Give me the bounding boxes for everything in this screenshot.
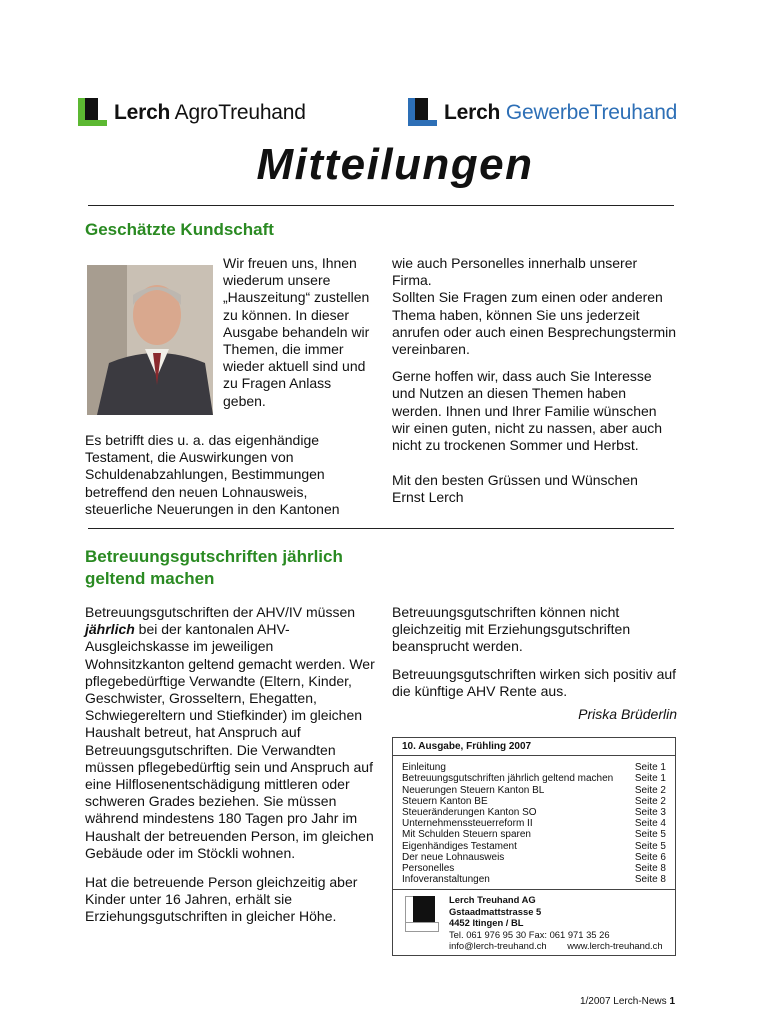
heading-line: geltend machen <box>85 569 215 588</box>
page-footer <box>580 996 675 1007</box>
table-of-contents <box>393 756 675 889</box>
toc-label: Betreuungsgutschriften jährlich geltend machen <box>402 773 614 785</box>
paragraph: Hat die betreuende Person gleichzeitig aber Kinder unter 16 Jahren, erhält sie Erziehungsgutschriften in gleicher Höhe. <box>85 874 358 925</box>
toc-row <box>402 863 666 874</box>
issue-title: 10. Ausgabe, Frühling 2007 <box>393 738 675 756</box>
toc-row <box>402 773 666 784</box>
logo-suffix: GewerbeTreuhand <box>505 101 678 124</box>
toc-page: Seite 5 <box>634 829 666 841</box>
signature: Ernst Lerch <box>392 489 464 506</box>
toc-label: Unternehmenssteuerreform II <box>402 818 533 830</box>
toc-page: Seite 5 <box>634 840 666 852</box>
toc-label: Mit Schulden Steuern sparen <box>402 829 531 841</box>
toc-label: Einleitung <box>402 762 446 774</box>
heading-line: Betreuungsgutschriften jährlich <box>85 547 343 566</box>
logo-brand: Lerch <box>114 101 171 124</box>
toc-row <box>402 818 666 829</box>
logo-brand: Lerch <box>444 101 501 124</box>
company-city: 4452 Itingen / BL <box>449 917 524 929</box>
toc-page: Seite 8 <box>634 863 666 875</box>
paragraph: Gerne hoffen wir, dass auch Sie Interesse und Nutzen an diesen Themen haben werden. Ihnen und Ihrer Familie wünschen wir einen guten, nicht zu nassen, aber auch nicht zu trockenen Sommer und Herbst. <box>392 368 663 454</box>
intro-text-continued: Es betrifft dies u. a. das eigenhändige Testament, die Auswirkungen von Schuldenabzahlungen, Bestimmungen betreffend den neuen Lohnausweis, steuerliche Neuerungen in den Kantonen <box>85 432 340 517</box>
paragraph <box>85 604 375 862</box>
footer-issue: 1/2007 Lerch-News <box>579 996 667 1007</box>
text-run: Betreuungsgutschriften der AHV/IV müssen <box>85 604 356 620</box>
logo-gewerbe-treuhand <box>408 98 677 128</box>
toc-label: Steueränderungen Kanton SO <box>402 807 537 819</box>
portrait-photo-icon <box>87 265 213 415</box>
agro-logo-mark-icon <box>78 98 108 128</box>
company-website[interactable]: www.lerch-treuhand.ch <box>567 940 663 952</box>
toc-page: Seite 4 <box>634 818 666 830</box>
toc-page: Seite 8 <box>634 874 666 886</box>
toc-page: Seite 2 <box>634 795 666 807</box>
company-phone: Tel. 061 976 95 30 Fax: 061 971 35 26 <box>449 928 610 940</box>
toc-label: Eigenhändiges Testament <box>402 840 517 852</box>
emphasis: jährlich <box>85 621 135 638</box>
toc-row <box>402 807 666 818</box>
article-author: Priska Brüderlin <box>578 706 677 722</box>
section-heading: Geschätzte Kundschaft <box>85 220 274 239</box>
logo-agro-treuhand <box>78 98 306 128</box>
issue-info-box <box>392 737 676 956</box>
divider <box>88 205 674 206</box>
logo-suffix: AgroTreuhand <box>174 101 306 124</box>
toc-row <box>402 852 666 863</box>
toc-page: Seite 1 <box>634 762 666 774</box>
toc-row <box>402 796 666 807</box>
gewerbe-logo-mark-icon <box>408 98 438 128</box>
greeting: Mit den besten Grüssen und Wünschen <box>392 472 638 489</box>
company-email[interactable]: info@lerch-treuhand.ch <box>449 940 547 952</box>
company-name: Lerch Treuhand AG <box>449 894 536 906</box>
toc-page: Seite 6 <box>634 851 666 863</box>
text-run: bei der kantonalen AHV-Ausgleichskasse im jeweiligen Wohnsitzkanton geltend gemacht werden. Wer pflegebedürftige Verwandte (Eltern, Kinder, Geschwister, Grosseltern, Ehegatten, Schwiegereltern und Stiefkinder) im gleichen Haushalt betreut, hat Anspruch auf Betreuungsgutschriften. Die Verwandten müssen pflegebedürftig sein und Anspruch auf eine Hilflosenentschädigung mittleren oder schweren Grades beziehen. Sie müssen während mindestens 180 Tagen pro Jahr im Haushalt der betreuenden Person, im gleichen Gebäude oder im Stöckli wohnen. <box>85 621 375 861</box>
toc-page: Seite 3 <box>634 807 666 819</box>
toc-row <box>402 841 666 852</box>
toc-row <box>402 785 666 796</box>
page-title: Mitteilungen <box>256 140 534 189</box>
divider <box>88 528 674 529</box>
company-street: Gstaadmattstrasse 5 <box>449 905 542 917</box>
toc-page: Seite 2 <box>634 784 666 796</box>
company-logo-icon <box>399 894 443 932</box>
toc-label: Steuern Kanton BE <box>402 795 488 807</box>
intro-text: Wir freuen uns, Ihnen wiederum unsere „Hauszeitung“ zustellen zu können. In dieser Ausgabe behandeln wir Themen, die immer wieder aktuell sind und zu Fragen Anlass geben. <box>223 255 370 409</box>
toc-row <box>402 762 666 773</box>
contact-block <box>393 889 675 955</box>
paragraph: Betreuungsgutschriften können nicht gleichzeitig mit Erziehungsgutschriften beansprucht werden. <box>392 604 631 655</box>
page-number: 1 <box>669 996 675 1007</box>
paragraph: wie auch Personelles innerhalb unserer Firma. <box>392 255 638 289</box>
paragraph: Betreuungsgutschriften wirken sich positiv auf die künftige AHV Rente aus. <box>392 665 677 699</box>
toc-label: Neuerungen Steuern Kanton BL <box>402 784 545 796</box>
toc-page: Seite 1 <box>634 773 666 785</box>
intro-right-column <box>392 255 677 507</box>
toc-row <box>402 829 666 840</box>
section-heading <box>85 546 343 590</box>
toc-label: Der neue Lohnausweis <box>402 851 505 863</box>
article-left-column <box>85 604 375 926</box>
toc-row <box>402 874 666 885</box>
paragraph: Sollten Sie Fragen zum einen oder anderen Thema haben, können Sie uns jederzeit anrufen oder auch einen Besprechungstermin vereinbaren. <box>392 289 677 358</box>
toc-label: Infoveranstaltungen <box>402 874 490 886</box>
article-right-column <box>392 604 677 700</box>
toc-label: Personelles <box>402 863 455 875</box>
